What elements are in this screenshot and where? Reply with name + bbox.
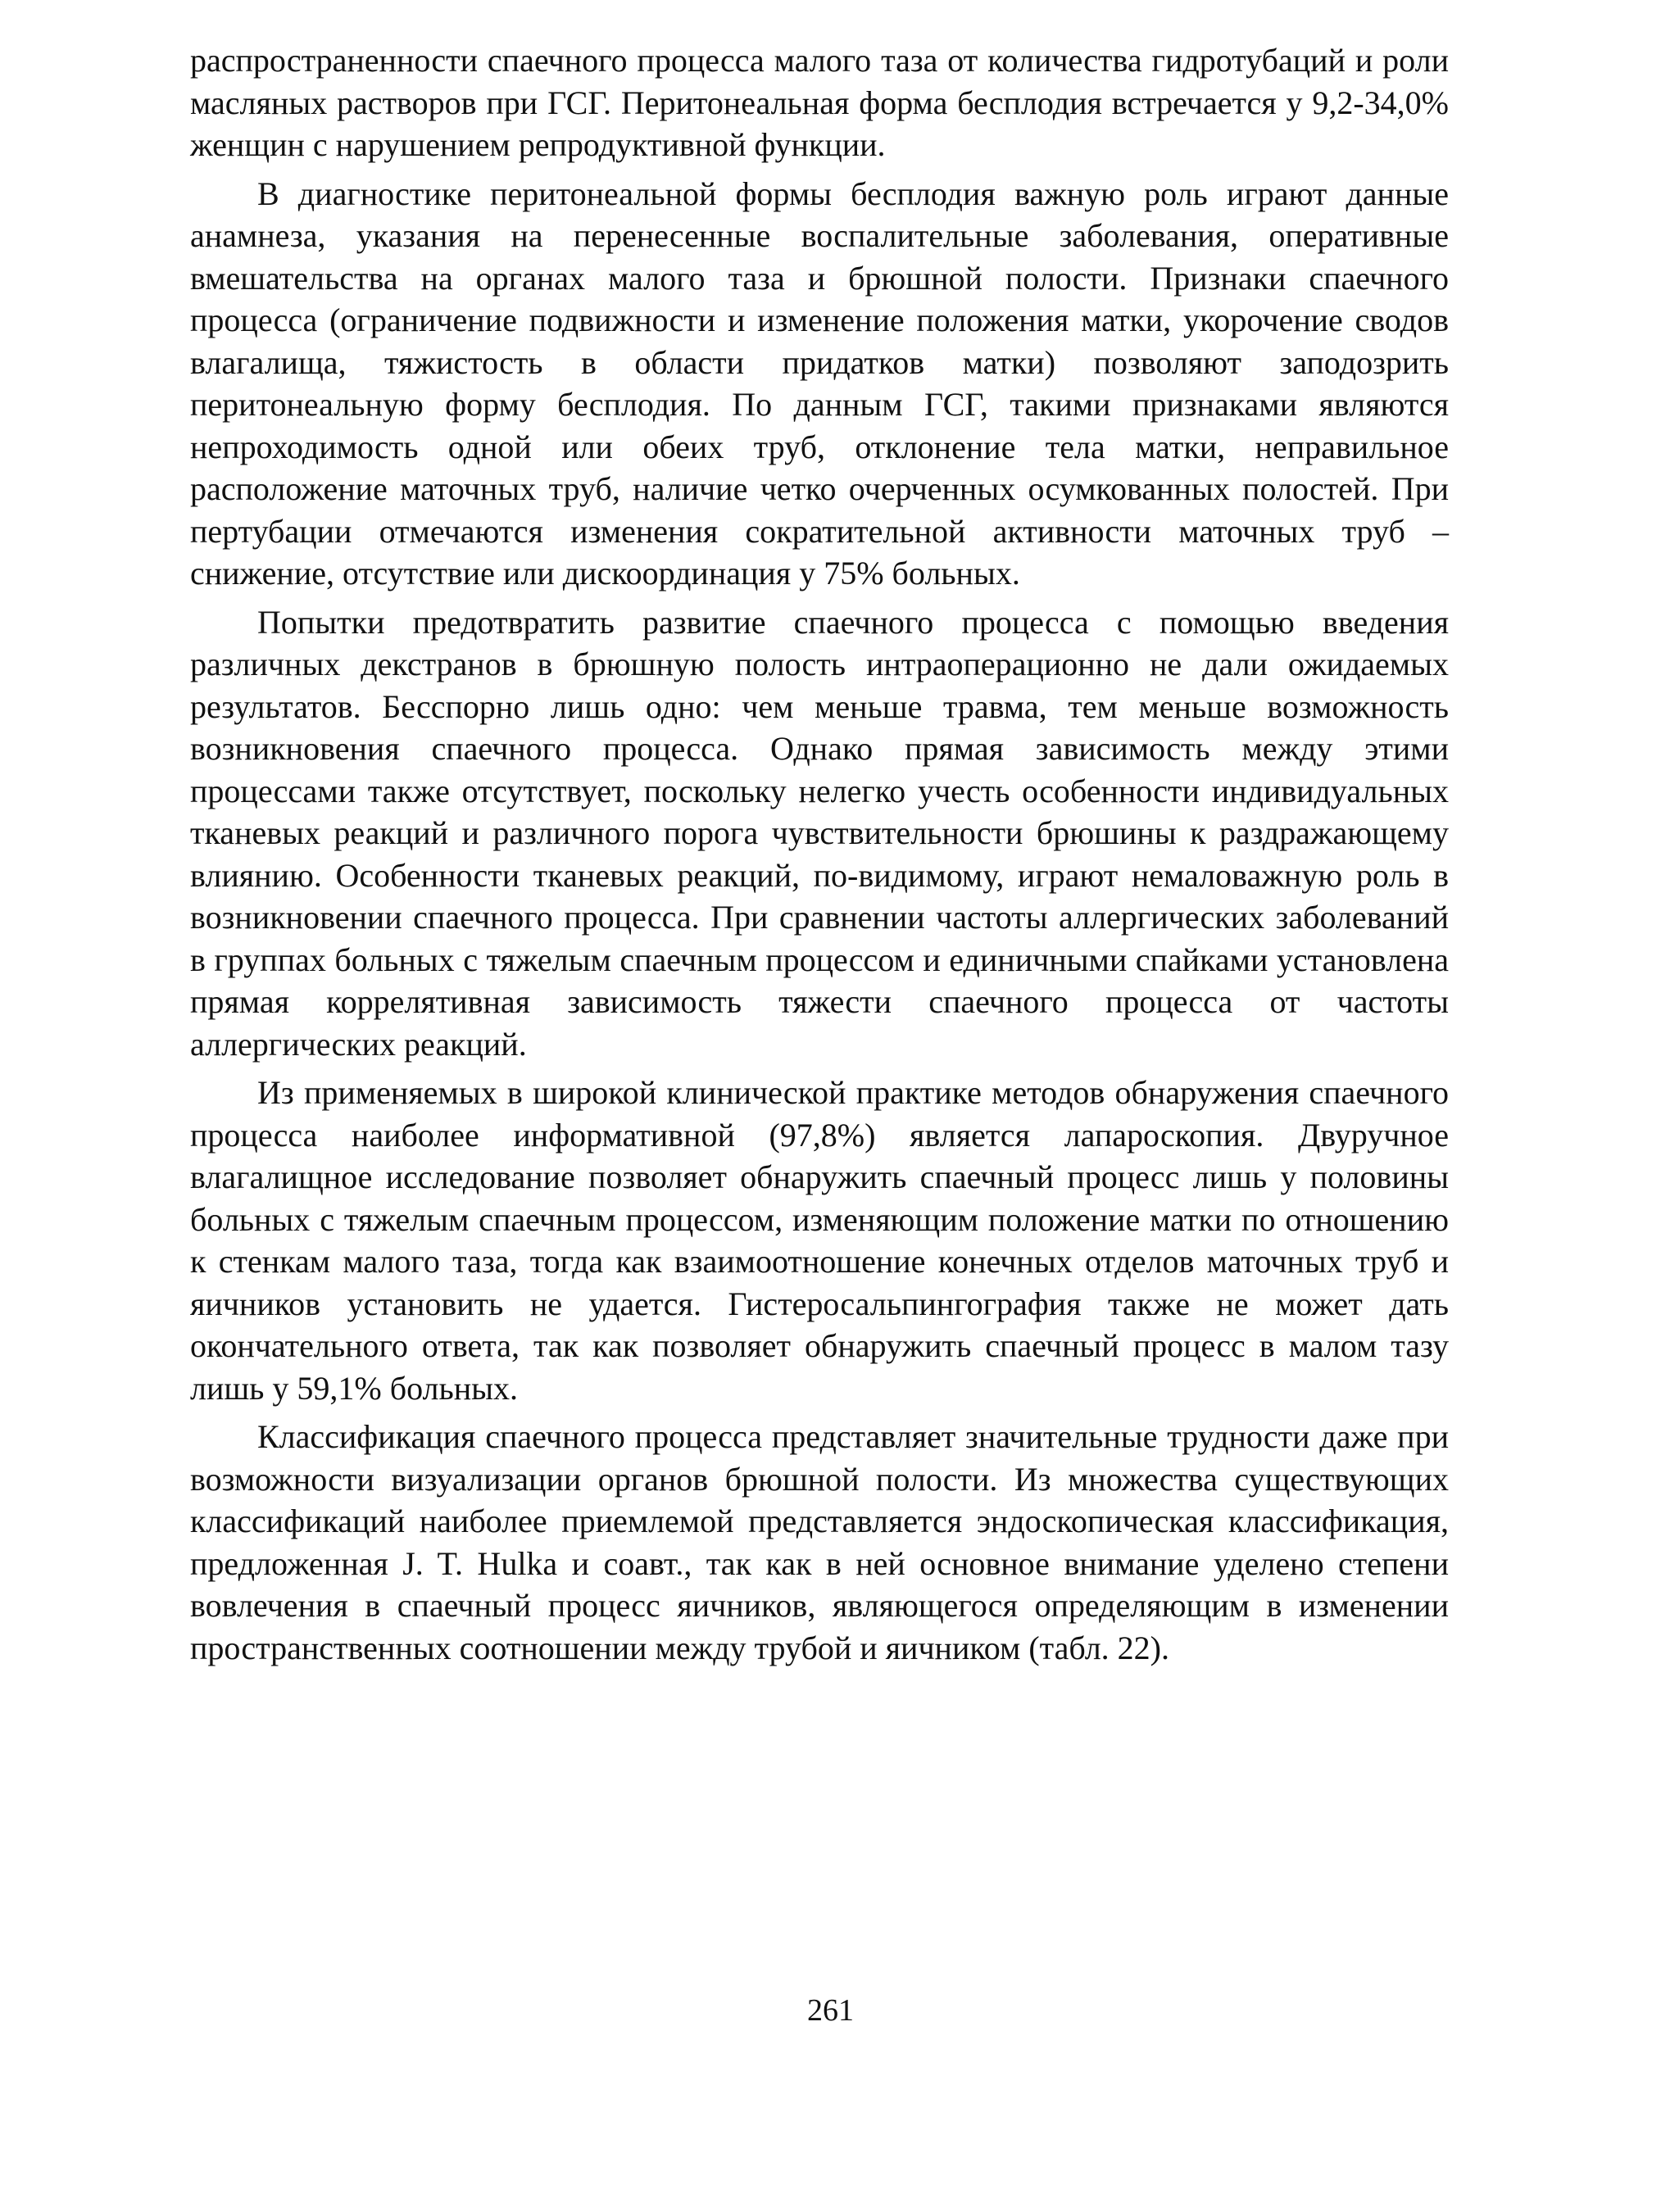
paragraph-prevention-attempts: Попытки предотвратить развитие спаечного процесса с помощью введения различных декстранов в брюшную полость интраоперационно не дали ожидаемых результатов. Бесспорно лишь одно: чем меньше травма, тем меньше возможность возникновения спаечного процесса. Однако прямая зависимость между этими процессами также отсутствует, поскольку нелегко учесть особенности индивидуальных тканевых реакций и различного порога чувствительности брюшины к раздражающему влиянию. Особенности тканевых реакций, по-видимому, играют немаловажную роль в возникновении спаечного процесса. При сравнении частоты аллергических заболеваний в группах больных с тяжелым спаечным процессом и единичными спайками установлена прямая коррелятивная зависимость тяжести спаечного процесса от частоты аллергических реакций. <box>190 603 1449 1063</box>
paragraph-peritoneal-diagnosis: В диагностике перитонеальной формы бесплодия важную роль играют данные анамнеза, указания на перенесенные воспалительные заболевания, оперативные вмешательства на органах малого таза и брюшной полости. Признаки спаечного процесса (ограничение подвижности и изменение положения матки, укорочение сводов влагалища, тяжистость в области придатков матки) позволяют заподозрить перитонеальную форму бесплодия. По данным ГСГ, такими признаками являются непроходимость одной или обеих труб, отклонение тела матки, неправильное расположение маточных труб, наличие четко очерченных осумкованных полостей. При пертубации отмечаются изменения сократительной активности маточных труб – снижение, отсутствие или дискоординация у 75% больных. <box>190 175 1449 592</box>
body-text <box>190 39 1449 1669</box>
paragraph-detection-methods: Из применяемых в широкой клинической практике методов обнаружения спаечного процесса наиболее информативной (97,8%) является лапароскопия. Двуручное влагалищное исследование позволяет обнаружить спаечный процесс лишь у половины больных с тяжелым спаечным процессом, изменяющим положение матки по отношению к стенкам малого таза, тогда как взаимоотношение конечных отделов маточных труб и яичников установить не удается. Гистеросальпингография также не может дать окончательного ответа, так как позволяет обнаружить спаечный процесс в малом тазу лишь у 59,1% больных. <box>190 1074 1449 1407</box>
paragraph-classification: Классификация спаечного процесса представляет значительные трудности даже при возможности визуализации органов брюшной полости. Из множества существующих классификаций наиболее приемлемой представляется эндоскопическая классификация, предложенная J. T. Hulka и соавт., так как в ней основное внимание уделено степени вовлечения в спаечный процесс яичников, являющегося определяющим в изменении пространственных соотношении между трубой и яичником (табл. 22). <box>190 1418 1449 1666</box>
page-number: 261 <box>807 1993 854 2028</box>
paragraph-continuation: распространенности спаечного процесса малого таза от количества гидротубаций и роли масляных растворов при ГСГ. Перитонеальная форма бесплодия встречается у 9,2-34,0% женщин с нарушением репродуктивной функции. <box>190 42 1449 163</box>
